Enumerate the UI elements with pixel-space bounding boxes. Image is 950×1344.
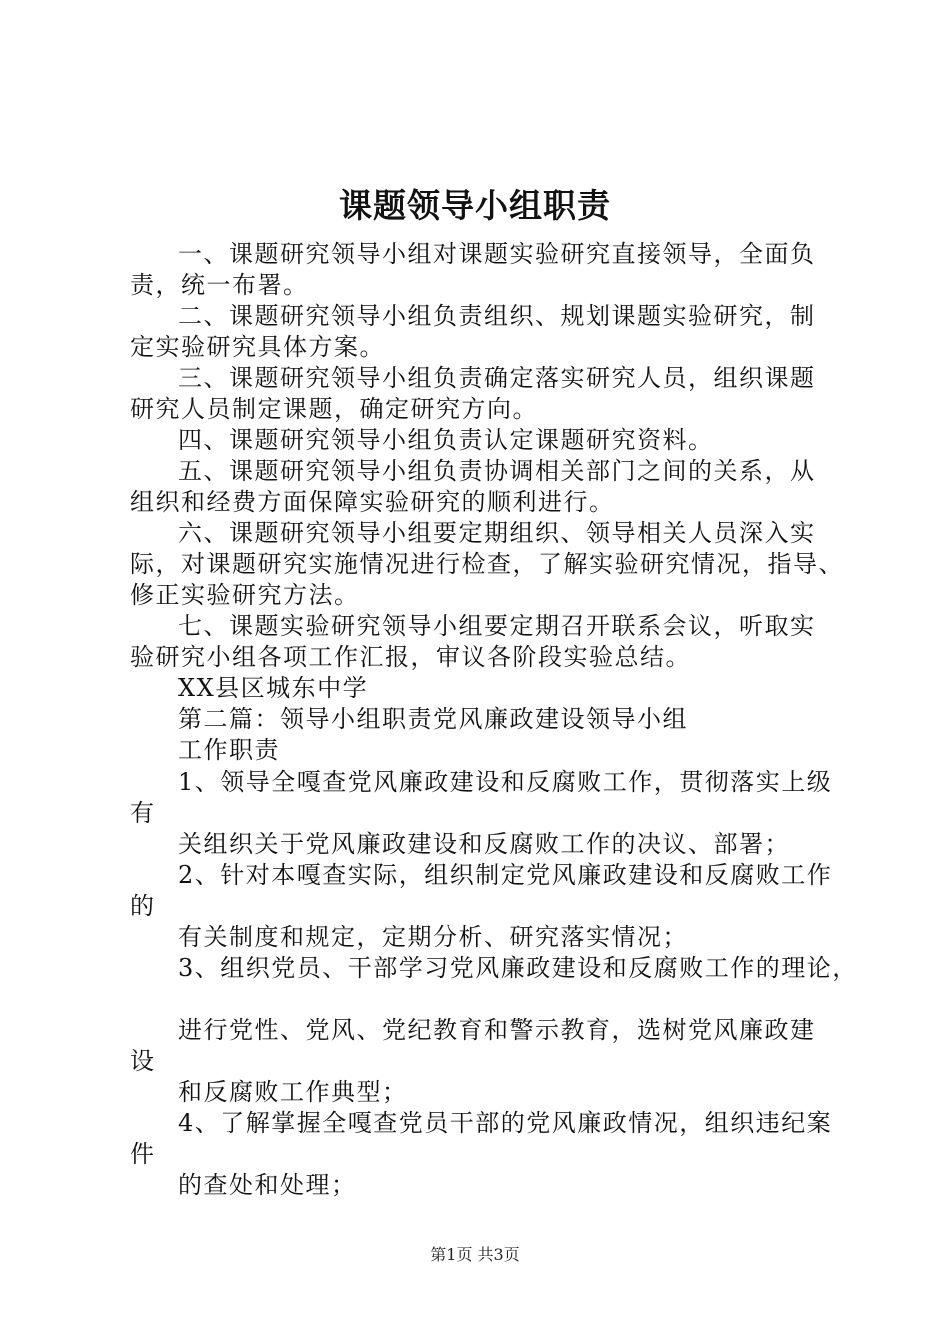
body-line: 验研究小组各项工作汇报，审议各阶段实验总结。 (130, 643, 691, 671)
body-line: 有 (130, 799, 156, 827)
body-line: 的查处和处理； (178, 1171, 357, 1199)
body-line: 1、领导全嘎查党风廉政建设和反腐败工作，贯彻落实上级 (178, 768, 833, 796)
body-line: 4、了解掌握全嘎查党员干部的党风廉政情况，组织违纪案 (178, 1109, 833, 1137)
body-line: 际，对课题研究实施情况进行检查，了解实验研究情况，指导、 (130, 550, 844, 578)
body-line: 六、课题研究领导小组要定期组织、领导相关人员深入实 (178, 519, 816, 547)
body-line: 和反腐败工作典型； (178, 1078, 408, 1106)
body-line: 三、课题研究领导小组负责确定落实研究人员，组织课题 (178, 364, 816, 392)
body-line: 设 (130, 1047, 156, 1075)
body-line: 七、课题实验研究领导小组要定期召开联系会议，听取实 (178, 612, 816, 640)
page-number-footer: 第1页 共3页 (430, 1245, 520, 1264)
body-line: 组织和经费方面保障实验研究的顺利进行。 (130, 488, 615, 516)
body-line: 研究人员制定课题，确定研究方向。 (130, 395, 538, 423)
body-line: 定实验研究具体方案。 (130, 333, 385, 361)
document-title: 课题领导小组职责 (339, 186, 611, 225)
body-line: 五、课题研究领导小组负责协调相关部门之间的关系，从 (178, 457, 816, 485)
body-line: 的 (130, 892, 156, 920)
body-line: 责，统一布署。 (130, 271, 309, 299)
school-name-line: XX县区城东中学 (178, 674, 369, 702)
section-heading-line: 第二篇：领导小组职责党风廉政建设领导小组 (178, 705, 688, 733)
body-line: 3、组织党员、干部学习党风廉政建设和反腐败工作的理论， (178, 954, 858, 982)
body-line: 四、课题研究领导小组负责认定课题研究资料。 (178, 426, 714, 454)
body-line: 一、课题研究领导小组对课题实验研究直接领导，全面负 (178, 240, 816, 268)
section-heading-line: 工作职责 (178, 736, 280, 764)
body-line: 件 (130, 1140, 156, 1168)
body-line: 二、课题研究领导小组负责组织、规划课题实验研究，制 (178, 302, 816, 330)
body-line: 2、针对本嘎查实际，组织制定党风廉政建设和反腐败工作 (178, 861, 833, 889)
body-line: 修正实验研究方法。 (130, 581, 360, 609)
body-line: 进行党性、党风、党纪教育和警示教育，选树党风廉政建 (178, 1016, 816, 1044)
body-line: 有关制度和规定，定期分析、研究落实情况； (178, 923, 688, 951)
body-line: 关组织关于党风廉政建设和反腐败工作的决议、部署； (178, 830, 790, 858)
